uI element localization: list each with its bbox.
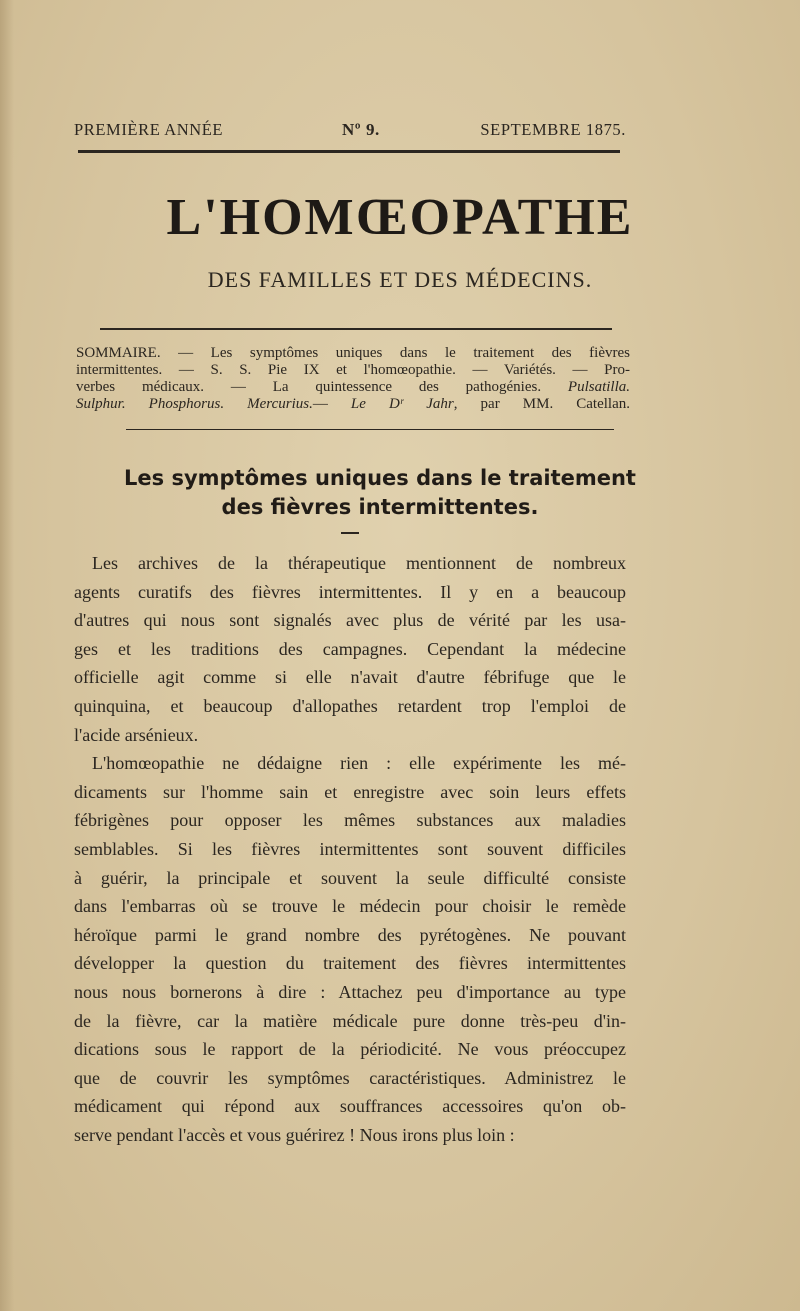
article-line: serve pendant l'accès et vous guérirez ! Nous irons plus loin : [74,1124,515,1145]
article-line: de la fièvre, car la matière médicale pure donne très-peu d'in- [74,1010,626,1031]
article-line: dications sous le rapport de la périodicité. Ne vous préoccupez [74,1039,626,1060]
sommaire-line: intermittentes. — S. S. Pie IX et l'homœopathie. — Variétés. — Pro- [76,362,630,378]
sommaire-authors: , par MM. Catellan. [453,396,631,412]
header-rule [78,150,620,153]
sommaire-rule [126,429,614,430]
article-line: officielle agit comme si elle n'avait d'autre fébrifuge que le [74,667,626,688]
sommaire-text: verbes médicaux. — La quintessence des pathogénies. [76,379,568,395]
article-body [74,549,626,1149]
article-line: d'autres qui nous sont signalés avec plus de vérité par les usa- [74,610,626,631]
article-title-line: Les symptômes uniques dans le traitement [124,466,636,490]
article-line: fébrigènes pour opposer les mêmes substances aux maladies [74,810,626,831]
sommaire-line [76,396,630,413]
article-line: semblables. Si les fièvres intermittentes sont souvent difficiles [74,838,626,859]
issue-date: SEPTEMBRE 1875. [480,120,626,139]
page-binding-edge [0,0,14,1311]
sommaire-dash: — [312,396,351,412]
article-line: héroïque parmi le grand nombre des pyrétogènes. Ne pouvant [74,924,626,945]
article-title-line: des fièvres intermittentes. [221,495,539,519]
table-of-contents [76,345,630,413]
masthead-subtitle: DES FAMILLES ET DES MÉDECINS. [207,267,593,292]
title-separator [341,532,359,534]
article-line: ges et les traditions des campagnes. Cependant la médecine [74,638,626,659]
article-line: développer la question du traitement des fièvres intermittentes [74,953,626,974]
article-line: dicaments sur l'homme sain et enregistre avec soin leurs effets [74,781,626,802]
article-line: nous nous bornerons à dire : Attachez peu d'importance au type [74,981,626,1002]
issue-year: PREMIÈRE ANNÉE [74,120,224,139]
sommaire-remedies: Sulphur. Phosphorus. Mercurius. [76,396,313,412]
issue-number: Nº 9. [342,120,380,139]
masthead-rule [100,328,612,330]
article-line: médicament qui répond aux souffrances accessoires qu'on ob- [74,1096,626,1117]
article-line: agents curatifs des fièvres intermittentes. Il y en a beaucoup [74,581,626,602]
article-line: L'homœopathie ne dédaigne rien : elle expérimente les mé- [92,753,626,774]
article-line: à guérir, la principale et souvent la seule difficulté consiste [74,867,626,888]
article-title [70,464,690,522]
sommaire-line [76,379,630,396]
masthead-title: L'HOMŒOPATHE [166,189,634,246]
sommaire-remedy: Pulsatilla. [567,379,630,395]
sommaire-line: SOMMAIRE. — Les symptômes uniques dans le traitement des fièvres [76,345,630,361]
article-line: l'acide arsénieux. [74,724,199,745]
sommaire-article: Le Dʳ Jahr [350,396,454,412]
article-line: quinquina, et beaucoup d'allopathes retardent trop l'emploi de [74,695,626,716]
issue-header [74,116,626,144]
article-line: Les archives de la thérapeutique mentionnent de nombreux [92,553,626,573]
article-line: dans l'embarras où se trouve le médecin pour choisir le remède [74,896,626,917]
article-line: que de couvrir les symptômes caractéristiques. Administrez le [74,1067,626,1088]
